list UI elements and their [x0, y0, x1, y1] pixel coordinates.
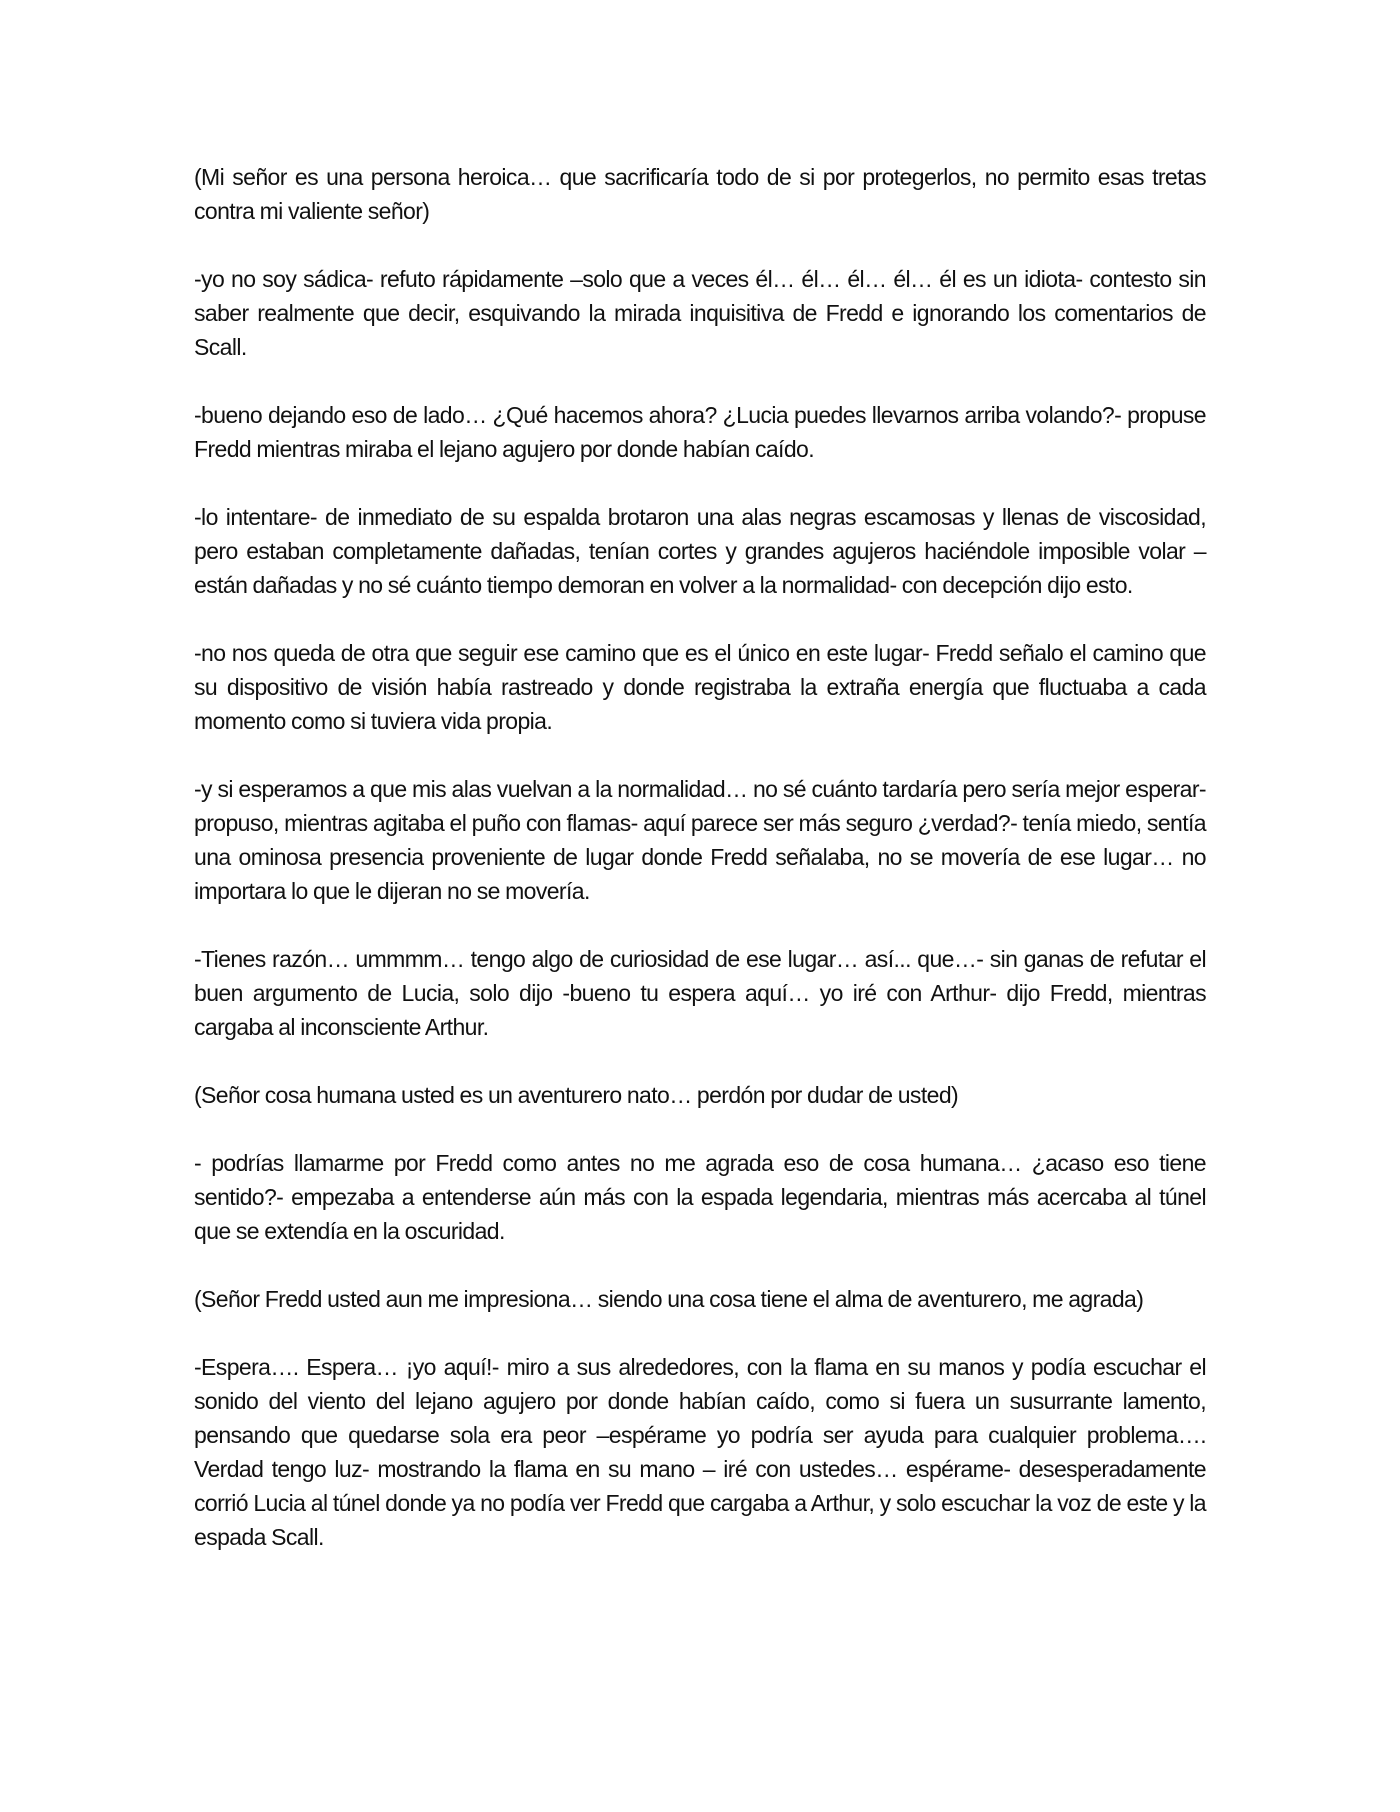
- paragraph-1: (Mi señor es una persona heroica… que sacrificaría todo de si por protegerlos, no permito esas tretas contra mi valiente señor): [194, 164, 1206, 224]
- paragraph-9: - podrías llamarme por Fredd como antes no me agrada eso de cosa humana… ¿acaso eso tiene sentido?- empezaba a entenderse aún más con la espada legendaria, mientras más acercaba al túnel que se extendía en la oscuridad.: [194, 1150, 1206, 1244]
- paragraph-6: -y si esperamos a que mis alas vuelvan a la normalidad… no sé cuánto tardaría pero sería mejor esperar- propuso, mientras agitaba el puño con flamas- aquí parece ser más seguro ¿verdad?- tenía miedo, sentía una ominosa presencia proveniente de lugar donde Fredd señalaba, no se movería de ese lugar… no importara lo que le dijeran no se movería.: [194, 776, 1206, 904]
- paragraph-7: -Tienes razón… ummmm… tengo algo de curiosidad de ese lugar… así... que…- sin ganas de refutar el buen argumento de Lucia, solo dijo -bueno tu espera aquí… yo iré con Arthur- dijo Fredd, mientras cargaba al inconsciente Arthur.: [194, 946, 1206, 1040]
- paragraph-8: (Señor cosa humana usted es un aventurero nato… perdón por dudar de usted): [194, 1082, 959, 1108]
- paragraph-10: (Señor Fredd usted aun me impresiona… siendo una cosa tiene el alma de aventurero, me agrada): [194, 1286, 1144, 1312]
- paragraph-11: -Espera…. Espera… ¡yo aquí!- miro a sus alrededores, con la flama en su manos y podía escuchar el sonido del viento del lejano agujero por donde habían caído, como si fuera un susurrante lamento, pensando que quedarse sola era peor –espérame yo podría ser ayuda para cualquier problema…. Verdad tengo luz- mostrando la flama en su mano – iré con ustedes… espérame- desesperadamente corrió Lucia al túnel donde ya no podía ver Fredd que cargaba a Arthur, y solo escuchar la voz de este y la espada Scall.: [194, 1354, 1206, 1550]
- paragraph-2: -yo no soy sádica- refuto rápidamente –solo que a veces él… él… él… él… él es un idiota- contesto sin saber realmente que decir, esquivando la mirada inquisitiva de Fredd e ignorando los comentarios de Scall.: [194, 266, 1206, 360]
- document-page: [194, 160, 1206, 1588]
- paragraph-4: -lo intentare- de inmediato de su espalda brotaron una alas negras escamosas y llenas de viscosidad, pero estaban completamente dañadas, tenían cortes y grandes agujeros haciéndole imposible volar –están dañadas y no sé cuánto tiempo demoran en volver a la normalidad- con decepción dijo esto.: [194, 504, 1206, 598]
- paragraph-5: -no nos queda de otra que seguir ese camino que es el único en este lugar- Fredd señalo el camino que su dispositivo de visión había rastreado y donde registraba la extraña energía que fluctuaba a cada momento como si tuviera vida propia.: [194, 640, 1206, 734]
- paragraph-3: -bueno dejando eso de lado… ¿Qué hacemos ahora? ¿Lucia puedes llevarnos arriba volando?- propuse Fredd mientras miraba el lejano agujero por donde habían caído.: [194, 402, 1206, 462]
